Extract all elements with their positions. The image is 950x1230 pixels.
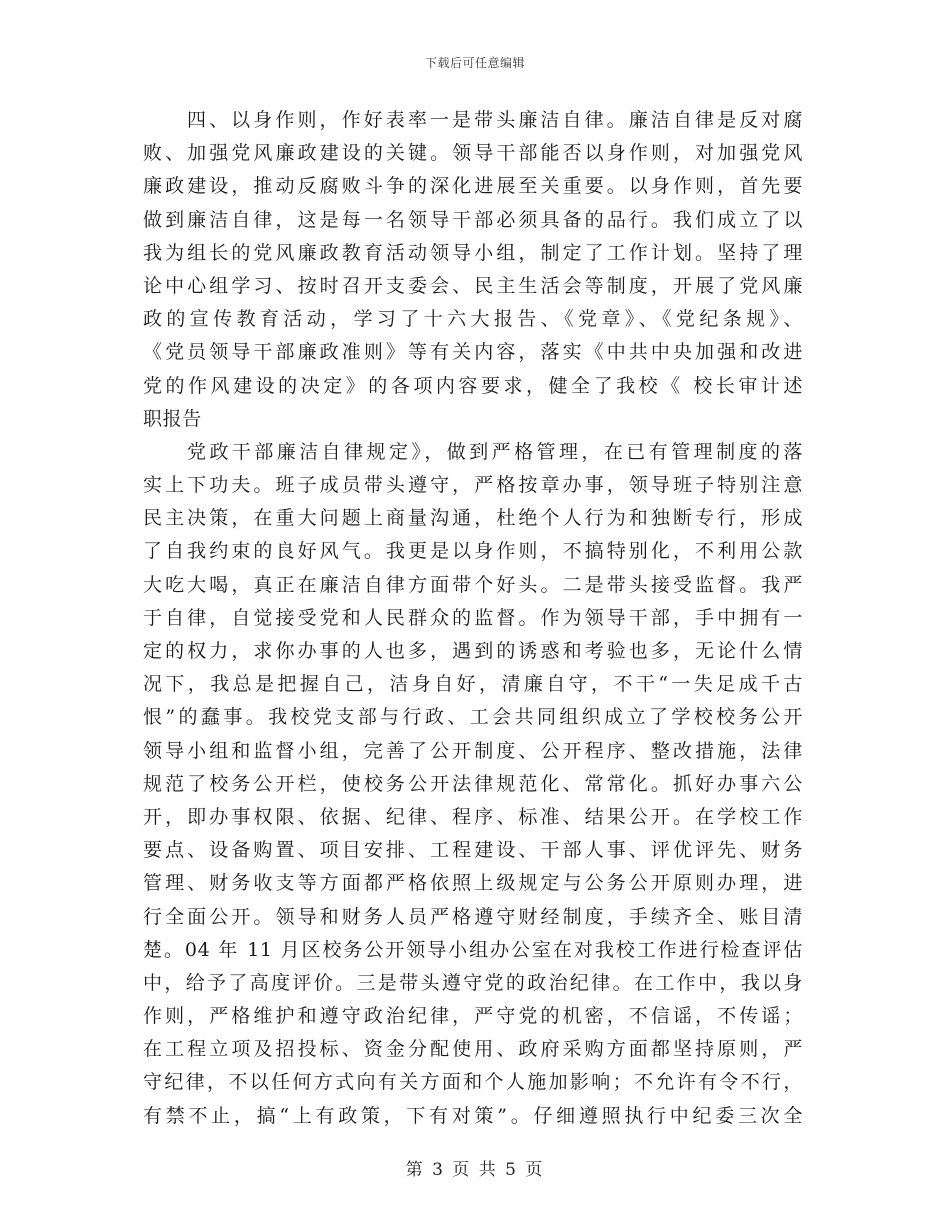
text-line: 于自律，自觉接受党和人民群众的监督。作为领导干部，手中拥有一 (143, 606, 803, 629)
text-line: 了自我约束的良好风气。我更是以身作则，不搞特别化，不利用公款 (143, 540, 803, 563)
text-line: 做到廉洁自律，这是每一名领导干部必须具备的品行。我们成立了以 (143, 208, 803, 231)
text-line: 行全面公开。领导和财务人员严格遵守财经制度，手续齐全、账目清 (143, 905, 803, 928)
text-line: 守纪律，不以任何方式向有关方面和个人施加影响；不允许有令不行， (143, 1071, 803, 1094)
text-line: 党的作风建设的决定》的各项内容要求，健全了我校《 校长审计述 (143, 374, 803, 397)
text-line: 开，即办事权限、依据、纪律、程序、标准、结果公开。在学校工作 (143, 805, 803, 828)
text-line: 在工程立项及招投标、资金分配使用、政府采购方面都坚持原则，严 (143, 1038, 803, 1061)
text-line: 廉政建设，推动反腐败斗争的深化进展至关重要。以身作则，首先要 (143, 175, 803, 198)
text-line: 败、加强党风廉政建设的关键。领导干部能否以身作则，对加强党风 (143, 142, 803, 165)
text-line: 《党员领导干部廉政准则》等有关内容，落实《中共中央加强和改进 (143, 341, 803, 364)
text-line: 管理、财务收支等方面都严格依照上级规定与公务公开原则办理，进 (143, 872, 803, 895)
page-header: 下载后可任意编辑 (424, 56, 525, 70)
page-number-footer: 第 3 页 共 5 页 (405, 1160, 545, 1180)
text-line: 党政干部廉洁自律规定》，做到严格管理，在已有管理制度的落 (187, 440, 803, 463)
text-line: 论中心组学习、按时召开支委会、民主生活会等制度，开展了党风廉 (143, 274, 803, 297)
text-line: 楚。04 年 11 月区校务公开领导小组办公室在对我校工作进行检查评估 (143, 938, 803, 961)
text-line: 职报告 (143, 407, 202, 430)
text-line: 四、以身作则，作好表率一是带头廉洁自律。廉洁自律是反对腐 (187, 109, 803, 131)
text-line: 定的权力，求你办事的人也多，遇到的诱惑和考验也多，无论什么情 (143, 640, 803, 662)
text-line: 作则，严格维护和遵守政治纪律，严守党的机密，不信谣，不传谣； (143, 1005, 803, 1028)
text-line: 恨”的蠢事。我校党支部与行政、工会共同组织成立了学校校务公开 (143, 706, 803, 729)
text-line: 中，给予了高度评价。三是带头遵守党的政治纪律。在工作中，我以身 (143, 971, 803, 994)
text-line: 领导小组和监督小组，完善了公开制度、公开程序、整改措施，法律 (143, 739, 803, 762)
document-body (143, 104, 803, 1133)
text-line: 政的宣传教育活动，学习了十六大报告、《党章》、《党纪条规》、 (143, 308, 803, 331)
text-line: 规范了校务公开栏，使校务公开法律规范化、常常化。抓好办事六公 (143, 772, 803, 795)
text-line: 实上下功夫。班子成员带头遵守，严格按章办事，领导班子特别注意 (143, 474, 803, 497)
text-line: 要点、设备购置、项目安排、工程建设、干部人事、评优评先、财务 (143, 839, 803, 862)
text-line: 大吃大喝，真正在廉洁自律方面带个好头。二是带头接受监督。我严 (143, 573, 803, 596)
text-line: 我为组长的党风廉政教育活动领导小组，制定了工作计划。坚持了理 (143, 241, 803, 264)
text-line: 民主决策，在重大问题上商量沟通，杜绝个人行为和独断专行，形成 (143, 507, 803, 530)
text-line: 况下，我总是把握自己，洁身自好，清廉自守，不干“一失足成千古 (143, 673, 803, 696)
text-line: 有禁不止，搞“上有政策，下有对策”。仔细遵照执行中纪委三次全 (143, 1104, 803, 1127)
